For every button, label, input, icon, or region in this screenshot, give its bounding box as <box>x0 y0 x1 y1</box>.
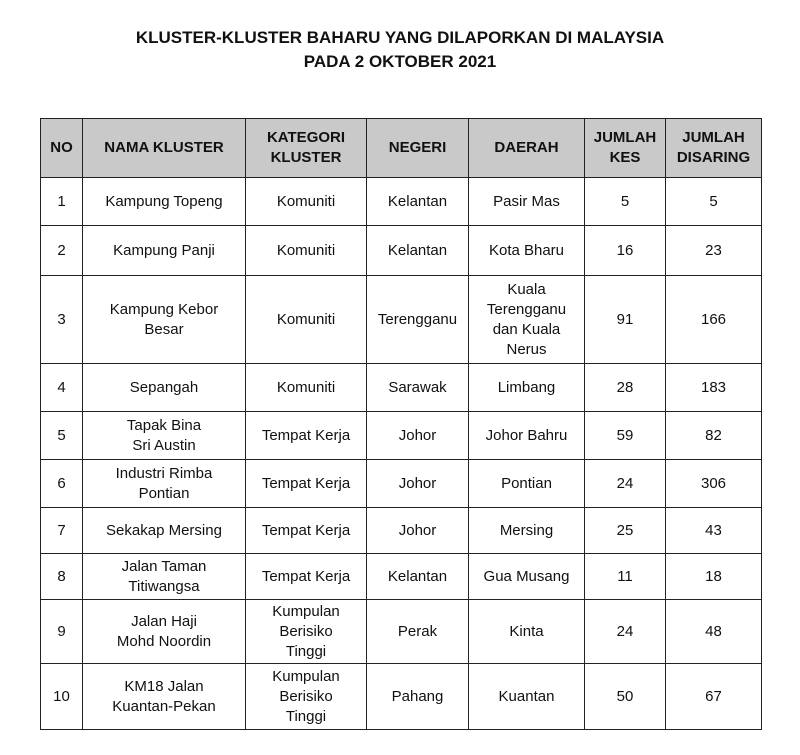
cell-jumlah-kes: 25 <box>585 508 666 554</box>
cell-kategori: Tempat Kerja <box>246 460 367 508</box>
cell-jumlah-disaring: 306 <box>666 460 762 508</box>
table-row <box>41 600 762 664</box>
cell-jumlah-kes: 16 <box>585 226 666 276</box>
header-row <box>41 119 762 178</box>
cell-jumlah-disaring: 5 <box>666 178 762 226</box>
cluster-table <box>40 118 762 730</box>
table-row <box>41 460 762 508</box>
header-nama-kluster: NAMA KLUSTER <box>83 119 246 178</box>
page-title <box>0 26 800 74</box>
cell-negeri: Pahang <box>367 664 469 730</box>
table-row <box>41 554 762 600</box>
cell-daerah: Johor Bahru <box>469 412 585 460</box>
cell-jumlah-disaring: 166 <box>666 276 762 364</box>
title-line-1: KLUSTER-KLUSTER BAHARU YANG DILAPORKAN DI MALAYSIA <box>135 28 665 47</box>
cell-jumlah-disaring: 43 <box>666 508 762 554</box>
cell-negeri: Perak <box>367 600 469 664</box>
cell-jumlah-kes: 59 <box>585 412 666 460</box>
cell-nama-kluster: Sekakap Mersing <box>83 508 246 554</box>
cell-kategori: Komuniti <box>246 226 367 276</box>
cell-negeri: Johor <box>367 508 469 554</box>
cell-jumlah-kes: 91 <box>585 276 666 364</box>
cell-nama-kluster: Kampung Topeng <box>83 178 246 226</box>
cell-negeri: Kelantan <box>367 226 469 276</box>
cell-negeri: Kelantan <box>367 554 469 600</box>
cell-kategori: Kumpulan Berisiko Tinggi <box>246 600 367 664</box>
cell-kategori: Komuniti <box>246 178 367 226</box>
table-row <box>41 412 762 460</box>
cell-jumlah-kes: 50 <box>585 664 666 730</box>
table-row <box>41 178 762 226</box>
header-negeri: NEGERI <box>367 119 469 178</box>
cell-kategori: Komuniti <box>246 364 367 412</box>
cell-jumlah-disaring: 82 <box>666 412 762 460</box>
cell-jumlah-disaring: 23 <box>666 226 762 276</box>
cell-no: 7 <box>41 508 83 554</box>
cell-no: 10 <box>41 664 83 730</box>
cell-daerah: Mersing <box>469 508 585 554</box>
cell-nama-kluster: Industri Rimba Pontian <box>83 460 246 508</box>
cell-daerah: Kinta <box>469 600 585 664</box>
cell-negeri: Sarawak <box>367 364 469 412</box>
cell-jumlah-kes: 24 <box>585 600 666 664</box>
cell-jumlah-disaring: 67 <box>666 664 762 730</box>
cell-kategori: Kumpulan Berisiko Tinggi <box>246 664 367 730</box>
cell-negeri: Kelantan <box>367 178 469 226</box>
cell-no: 3 <box>41 276 83 364</box>
cell-negeri: Terengganu <box>367 276 469 364</box>
cell-no: 2 <box>41 226 83 276</box>
cell-jumlah-disaring: 18 <box>666 554 762 600</box>
cell-negeri: Johor <box>367 412 469 460</box>
cell-daerah: Limbang <box>469 364 585 412</box>
cell-no: 1 <box>41 178 83 226</box>
header-jumlah-disaring: JUMLAH DISARING <box>666 119 762 178</box>
cell-no: 9 <box>41 600 83 664</box>
cell-jumlah-kes: 28 <box>585 364 666 412</box>
cell-nama-kluster: Jalan Taman Titiwangsa <box>83 554 246 600</box>
header-jumlah-kes: JUMLAH KES <box>585 119 666 178</box>
table-row <box>41 664 762 730</box>
cell-jumlah-kes: 5 <box>585 178 666 226</box>
cell-jumlah-disaring: 183 <box>666 364 762 412</box>
table-row <box>41 364 762 412</box>
cell-nama-kluster: Jalan Haji Mohd Noordin <box>83 600 246 664</box>
title-line-2: PADA 2 OKTOBER 2021 <box>303 52 497 71</box>
header-kategori-kluster: KATEGORI KLUSTER <box>246 119 367 178</box>
cell-no: 6 <box>41 460 83 508</box>
cell-kategori: Tempat Kerja <box>246 554 367 600</box>
cell-kategori: Tempat Kerja <box>246 508 367 554</box>
cell-no: 4 <box>41 364 83 412</box>
cell-kategori: Tempat Kerja <box>246 412 367 460</box>
cell-nama-kluster: Kampung Kebor Besar <box>83 276 246 364</box>
cell-daerah: Kota Bharu <box>469 226 585 276</box>
cell-jumlah-kes: 24 <box>585 460 666 508</box>
table-row <box>41 276 762 364</box>
cell-jumlah-kes: 11 <box>585 554 666 600</box>
cell-nama-kluster: KM18 Jalan Kuantan-Pekan <box>83 664 246 730</box>
cell-nama-kluster: Sepangah <box>83 364 246 412</box>
cell-daerah: Pontian <box>469 460 585 508</box>
cell-daerah: Kuala Terengganu dan Kuala Nerus <box>469 276 585 364</box>
cell-daerah: Pasir Mas <box>469 178 585 226</box>
header-daerah: DAERAH <box>469 119 585 178</box>
cell-no: 8 <box>41 554 83 600</box>
header-no: NO <box>41 119 83 178</box>
cell-negeri: Johor <box>367 460 469 508</box>
cell-jumlah-disaring: 48 <box>666 600 762 664</box>
cell-kategori: Komuniti <box>246 276 367 364</box>
cell-nama-kluster: Tapak Bina Sri Austin <box>83 412 246 460</box>
cell-daerah: Gua Musang <box>469 554 585 600</box>
table-body <box>41 178 762 730</box>
cell-daerah: Kuantan <box>469 664 585 730</box>
cell-no: 5 <box>41 412 83 460</box>
table-row <box>41 508 762 554</box>
cell-nama-kluster: Kampung Panji <box>83 226 246 276</box>
table-row <box>41 226 762 276</box>
